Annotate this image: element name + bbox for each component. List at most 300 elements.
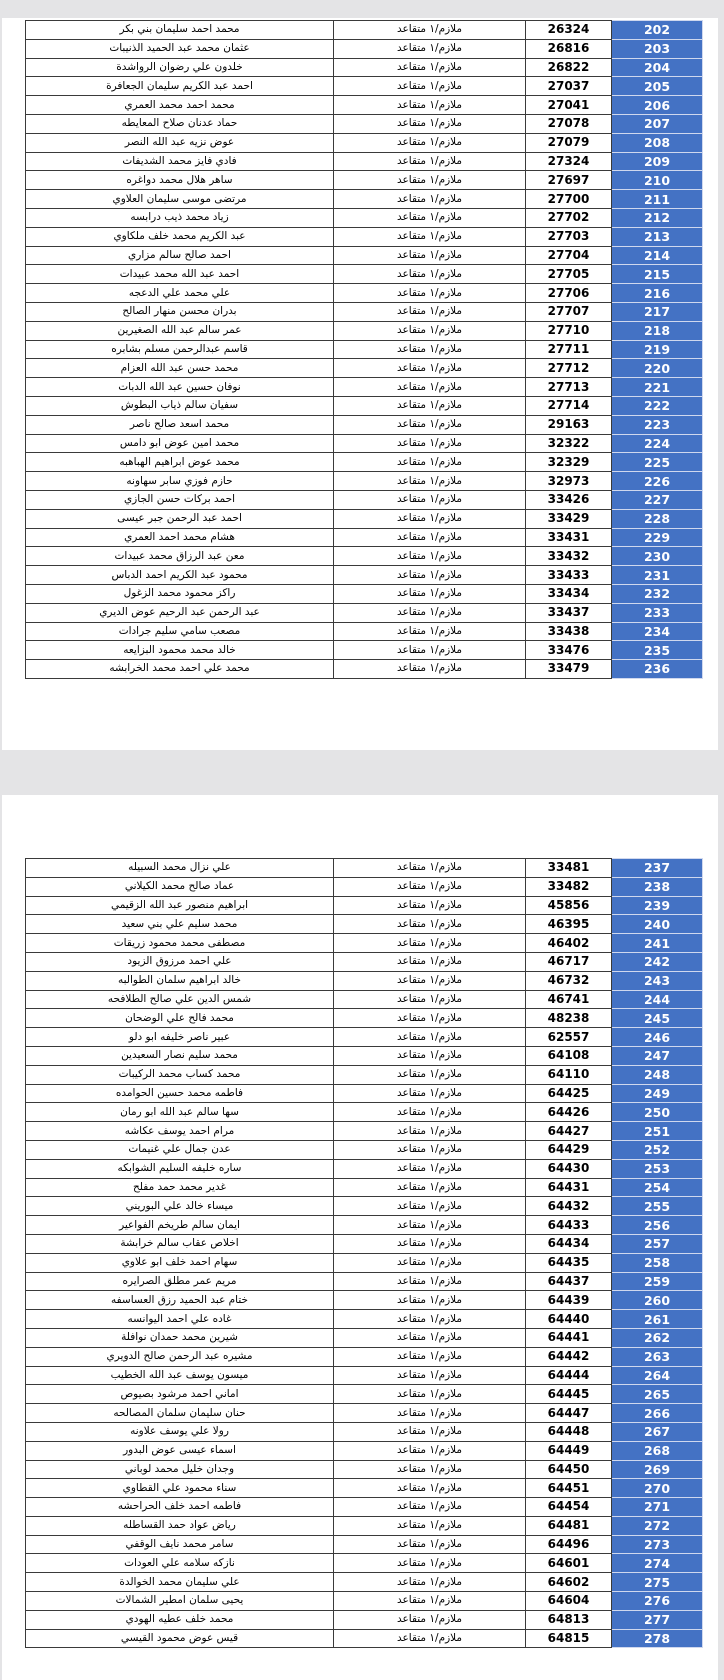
service-number-cell: 64445 — [526, 1385, 612, 1404]
rank-cell: ملازم/١ متقاعد — [334, 1216, 526, 1235]
service-number-cell: 64481 — [526, 1516, 612, 1535]
table-row — [26, 434, 703, 453]
service-number-cell: 64437 — [526, 1272, 612, 1291]
table-row — [26, 1159, 703, 1178]
table-row — [26, 566, 703, 585]
name-cell: مريم عمر مطلق الصرايره — [26, 1272, 334, 1291]
name-cell: احمد عبد الكريم سليمان الجعافرة — [26, 77, 334, 96]
service-number-cell: 46732 — [526, 971, 612, 990]
sequence-number-cell: 278 — [612, 1629, 703, 1648]
sequence-number-cell: 261 — [612, 1310, 703, 1329]
service-number-cell: 27079 — [526, 133, 612, 152]
table-row — [26, 1385, 703, 1404]
name-cell: عبير ناصر خليفه ابو دلو — [26, 1028, 334, 1047]
service-number-cell: 64602 — [526, 1573, 612, 1592]
service-number-cell: 33479 — [526, 660, 612, 679]
sequence-number-cell: 247 — [612, 1046, 703, 1065]
rank-cell: ملازم/١ متقاعد — [334, 566, 526, 585]
rank-cell: ملازم/١ متقاعد — [334, 1460, 526, 1479]
sequence-number-cell: 255 — [612, 1197, 703, 1216]
rank-cell: ملازم/١ متقاعد — [334, 1140, 526, 1159]
service-number-cell: 33429 — [526, 509, 612, 528]
sequence-number-cell: 215 — [612, 265, 703, 284]
sequence-number-cell: 256 — [612, 1216, 703, 1235]
name-cell: سفيان سالم ذياب البطوش — [26, 396, 334, 415]
sequence-number-cell: 207 — [612, 114, 703, 133]
service-number-cell: 64440 — [526, 1310, 612, 1329]
service-number-cell: 64447 — [526, 1404, 612, 1423]
table-row — [26, 641, 703, 660]
rank-cell: ملازم/١ متقاعد — [334, 227, 526, 246]
service-number-cell: 64604 — [526, 1592, 612, 1611]
sequence-number-cell: 252 — [612, 1140, 703, 1159]
service-number-cell: 48238 — [526, 1009, 612, 1028]
rank-cell: ملازم/١ متقاعد — [334, 190, 526, 209]
sequence-number-cell: 265 — [612, 1385, 703, 1404]
sequence-number-cell: 243 — [612, 971, 703, 990]
service-number-cell: 46402 — [526, 934, 612, 953]
name-cell: خالد ابراهيم سلمان الطوالبه — [26, 971, 334, 990]
table-row — [26, 490, 703, 509]
name-cell: عبد الكريم محمد خلف ملكاوي — [26, 227, 334, 246]
rank-cell: ملازم/١ متقاعد — [334, 133, 526, 152]
rank-cell: ملازم/١ متقاعد — [334, 660, 526, 679]
service-number-cell: 27714 — [526, 396, 612, 415]
rank-cell: ملازم/١ متقاعد — [334, 96, 526, 115]
name-cell: راكز محمود محمد الزغول — [26, 584, 334, 603]
service-number-cell: 27697 — [526, 171, 612, 190]
table-row — [26, 1347, 703, 1366]
service-number-cell: 64434 — [526, 1234, 612, 1253]
sequence-number-cell: 235 — [612, 641, 703, 660]
table-body-1 — [26, 21, 703, 679]
name-cell: سها سالم عبد الله ابو رمان — [26, 1103, 334, 1122]
table-row — [26, 1366, 703, 1385]
table-row — [26, 1498, 703, 1517]
name-cell: مرام احمد يوسف عكاشه — [26, 1122, 334, 1141]
table-row — [26, 472, 703, 491]
table-row — [26, 877, 703, 896]
service-number-cell: 64441 — [526, 1328, 612, 1347]
service-number-cell: 33434 — [526, 584, 612, 603]
table-row — [26, 1404, 703, 1423]
sequence-number-cell: 202 — [612, 21, 703, 40]
service-number-cell: 33433 — [526, 566, 612, 585]
rank-cell: ملازم/١ متقاعد — [334, 1159, 526, 1178]
rank-cell: ملازم/١ متقاعد — [334, 877, 526, 896]
table-row — [26, 971, 703, 990]
retirees-table-2 — [25, 858, 700, 1648]
name-cell: ساهر هلال محمد دواغره — [26, 171, 334, 190]
sequence-number-cell: 208 — [612, 133, 703, 152]
sequence-number-cell: 224 — [612, 434, 703, 453]
name-cell: نازكه سلامه علي العودات — [26, 1554, 334, 1573]
sequence-number-cell: 206 — [612, 96, 703, 115]
table-row — [26, 1046, 703, 1065]
sequence-number-cell: 238 — [612, 877, 703, 896]
document-page-1 — [2, 18, 718, 750]
service-number-cell: 64454 — [526, 1498, 612, 1517]
service-number-cell: 64435 — [526, 1253, 612, 1272]
rank-cell: ملازم/١ متقاعد — [334, 1253, 526, 1272]
sequence-number-cell: 225 — [612, 453, 703, 472]
table-row — [26, 859, 703, 878]
name-cell: غاده علي احمد اليوانسه — [26, 1310, 334, 1329]
name-cell: مصعب سامي سليم جرادات — [26, 622, 334, 641]
sequence-number-cell: 258 — [612, 1253, 703, 1272]
table-row — [26, 227, 703, 246]
name-cell: رياض عواد حمد القساطله — [26, 1516, 334, 1535]
name-cell: خلدون علي رضوان الرواشدة — [26, 58, 334, 77]
rank-cell: ملازم/١ متقاعد — [334, 39, 526, 58]
sequence-number-cell: 259 — [612, 1272, 703, 1291]
table-row — [26, 1310, 703, 1329]
rank-cell: ملازم/١ متقاعد — [334, 1103, 526, 1122]
rank-cell: ملازم/١ متقاعد — [334, 547, 526, 566]
name-cell: ميسون يوسف عبد الله الخطيب — [26, 1366, 334, 1385]
table-row — [26, 1197, 703, 1216]
name-cell: قاسم عبدالرحمن مسلم بشابره — [26, 340, 334, 359]
rank-cell: ملازم/١ متقاعد — [334, 1422, 526, 1441]
rank-cell: ملازم/١ متقاعد — [334, 321, 526, 340]
sequence-number-cell: 248 — [612, 1065, 703, 1084]
sequence-number-cell: 237 — [612, 859, 703, 878]
table-row — [26, 1272, 703, 1291]
sequence-number-cell: 254 — [612, 1178, 703, 1197]
sequence-number-cell: 241 — [612, 934, 703, 953]
table-row — [26, 622, 703, 641]
name-cell: مصطفى محمد محمود زريقات — [26, 934, 334, 953]
sequence-number-cell: 253 — [612, 1159, 703, 1178]
service-number-cell: 26816 — [526, 39, 612, 58]
service-number-cell: 27703 — [526, 227, 612, 246]
sequence-number-cell: 210 — [612, 171, 703, 190]
table-row — [26, 952, 703, 971]
table-row — [26, 1422, 703, 1441]
sequence-number-cell: 227 — [612, 490, 703, 509]
name-cell: محمد احمد سليمان بني بكر — [26, 21, 334, 40]
name-cell: عثمان محمد عبد الحميد الذنيبات — [26, 39, 334, 58]
service-number-cell: 32973 — [526, 472, 612, 491]
service-number-cell: 64439 — [526, 1291, 612, 1310]
table-row — [26, 396, 703, 415]
sequence-number-cell: 268 — [612, 1441, 703, 1460]
sequence-number-cell: 271 — [612, 1498, 703, 1517]
sequence-number-cell: 276 — [612, 1592, 703, 1611]
table-row — [26, 208, 703, 227]
service-number-cell: 27702 — [526, 208, 612, 227]
rank-cell: ملازم/١ متقاعد — [334, 1385, 526, 1404]
table-row — [26, 246, 703, 265]
service-number-cell: 27713 — [526, 378, 612, 397]
rank-cell: ملازم/١ متقاعد — [334, 1554, 526, 1573]
rank-cell: ملازم/١ متقاعد — [334, 1535, 526, 1554]
service-number-cell: 64442 — [526, 1347, 612, 1366]
name-cell: سامر محمد نايف الوقفي — [26, 1535, 334, 1554]
table-row — [26, 1103, 703, 1122]
rank-cell: ملازم/١ متقاعد — [334, 584, 526, 603]
table-row — [26, 1610, 703, 1629]
sequence-number-cell: 214 — [612, 246, 703, 265]
service-number-cell: 46717 — [526, 952, 612, 971]
table-row — [26, 1516, 703, 1535]
rank-cell: ملازم/١ متقاعد — [334, 859, 526, 878]
sequence-number-cell: 264 — [612, 1366, 703, 1385]
sequence-number-cell: 269 — [612, 1460, 703, 1479]
service-number-cell: 64431 — [526, 1178, 612, 1197]
name-cell: محمود عبد الكريم احمد الدباس — [26, 566, 334, 585]
rank-cell: ملازم/١ متقاعد — [334, 208, 526, 227]
table-row — [26, 1122, 703, 1141]
service-number-cell: 26822 — [526, 58, 612, 77]
name-cell: يحيى سلمان امطير الشمالات — [26, 1592, 334, 1611]
rank-cell: ملازم/١ متقاعد — [334, 952, 526, 971]
rank-cell: ملازم/١ متقاعد — [334, 1065, 526, 1084]
table-row — [26, 1291, 703, 1310]
table-row — [26, 21, 703, 40]
service-number-cell: 33438 — [526, 622, 612, 641]
table-row — [26, 359, 703, 378]
sequence-number-cell: 204 — [612, 58, 703, 77]
rank-cell: ملازم/١ متقاعد — [334, 378, 526, 397]
table-row — [26, 340, 703, 359]
sequence-number-cell: 250 — [612, 1103, 703, 1122]
service-number-cell: 33482 — [526, 877, 612, 896]
service-number-cell: 64430 — [526, 1159, 612, 1178]
name-cell: احمد عبد الرحمن جبر عيسى — [26, 509, 334, 528]
name-cell: ابراهيم منصور عبد الله الزقيمي — [26, 896, 334, 915]
service-number-cell: 62557 — [526, 1028, 612, 1047]
table-row — [26, 1535, 703, 1554]
table-row — [26, 584, 703, 603]
service-number-cell: 27710 — [526, 321, 612, 340]
service-number-cell: 64425 — [526, 1084, 612, 1103]
sequence-number-cell: 246 — [612, 1028, 703, 1047]
name-cell: ايمان سالم طريخم الفواعير — [26, 1216, 334, 1235]
service-number-cell: 27041 — [526, 96, 612, 115]
table-row — [26, 1028, 703, 1047]
service-number-cell: 33481 — [526, 859, 612, 878]
rank-cell: ملازم/١ متقاعد — [334, 603, 526, 622]
rank-cell: ملازم/١ متقاعد — [334, 1291, 526, 1310]
name-cell: سناء محمود علي القطاوي — [26, 1479, 334, 1498]
name-cell: علي نزال محمد السبيله — [26, 859, 334, 878]
name-cell: حازم فوزي سابر سهاونه — [26, 472, 334, 491]
service-number-cell: 64496 — [526, 1535, 612, 1554]
table-row — [26, 660, 703, 679]
sequence-number-cell: 223 — [612, 415, 703, 434]
sequence-number-cell: 236 — [612, 660, 703, 679]
table-row — [26, 547, 703, 566]
rank-cell: ملازم/١ متقاعد — [334, 77, 526, 96]
table-row — [26, 1573, 703, 1592]
rank-cell: ملازم/١ متقاعد — [334, 1610, 526, 1629]
service-number-cell: 64444 — [526, 1366, 612, 1385]
sequence-number-cell: 239 — [612, 896, 703, 915]
table-row — [26, 58, 703, 77]
rank-cell: ملازم/١ متقاعد — [334, 1197, 526, 1216]
service-number-cell: 64110 — [526, 1065, 612, 1084]
rank-cell: ملازم/١ متقاعد — [334, 453, 526, 472]
sequence-number-cell: 226 — [612, 472, 703, 491]
service-number-cell: 33437 — [526, 603, 612, 622]
sequence-number-cell: 274 — [612, 1554, 703, 1573]
name-cell: فادي فايز محمد الشديفات — [26, 152, 334, 171]
sequence-number-cell: 213 — [612, 227, 703, 246]
name-cell: اخلاص عقاب سالم خرابشة — [26, 1234, 334, 1253]
rank-cell: ملازم/١ متقاعد — [334, 1028, 526, 1047]
sequence-number-cell: 249 — [612, 1084, 703, 1103]
name-cell: قيس عوض محمود القيسي — [26, 1629, 334, 1648]
name-cell: احمد عبد الله محمد عبيدات — [26, 265, 334, 284]
service-number-cell: 64429 — [526, 1140, 612, 1159]
rank-cell: ملازم/١ متقاعد — [334, 509, 526, 528]
table-body-2 — [26, 859, 703, 1648]
rank-cell: ملازم/١ متقاعد — [334, 21, 526, 40]
sequence-number-cell: 230 — [612, 547, 703, 566]
name-cell: محمد فالح علي الوضحان — [26, 1009, 334, 1028]
sequence-number-cell: 267 — [612, 1422, 703, 1441]
name-cell: عماد صالح محمد الكيلاني — [26, 877, 334, 896]
name-cell: علي سليمان محمد الخوالدة — [26, 1573, 334, 1592]
sequence-number-cell: 277 — [612, 1610, 703, 1629]
rank-cell: ملازم/١ متقاعد — [334, 896, 526, 915]
table-row — [26, 1009, 703, 1028]
table-row — [26, 302, 703, 321]
name-cell: غدير محمد حمد مفلح — [26, 1178, 334, 1197]
name-cell: عدن جمال علي غنيمات — [26, 1140, 334, 1159]
name-cell: محمد اسعد صالح ناصر — [26, 415, 334, 434]
service-number-cell: 64450 — [526, 1460, 612, 1479]
sequence-number-cell: 205 — [612, 77, 703, 96]
rank-cell: ملازم/١ متقاعد — [334, 284, 526, 303]
service-number-cell: 64432 — [526, 1197, 612, 1216]
table-row — [26, 39, 703, 58]
rank-cell: ملازم/١ متقاعد — [334, 246, 526, 265]
name-cell: علي احمد مرزوق الزيود — [26, 952, 334, 971]
service-number-cell: 27712 — [526, 359, 612, 378]
table-row — [26, 1592, 703, 1611]
sequence-number-cell: 218 — [612, 321, 703, 340]
table-row — [26, 190, 703, 209]
sequence-number-cell: 245 — [612, 1009, 703, 1028]
service-number-cell: 27704 — [526, 246, 612, 265]
name-cell: فاطمه احمد خلف الحراحشه — [26, 1498, 334, 1517]
service-number-cell: 29163 — [526, 415, 612, 434]
service-number-cell: 33432 — [526, 547, 612, 566]
service-number-cell: 64451 — [526, 1479, 612, 1498]
rank-cell: ملازم/١ متقاعد — [334, 1272, 526, 1291]
sequence-number-cell: 232 — [612, 584, 703, 603]
rank-cell: ملازم/١ متقاعد — [334, 265, 526, 284]
rank-cell: ملازم/١ متقاعد — [334, 359, 526, 378]
sequence-number-cell: 251 — [612, 1122, 703, 1141]
table-row — [26, 1140, 703, 1159]
rank-cell: ملازم/١ متقاعد — [334, 434, 526, 453]
rank-cell: ملازم/١ متقاعد — [334, 1441, 526, 1460]
service-number-cell: 33476 — [526, 641, 612, 660]
rank-cell: ملازم/١ متقاعد — [334, 1328, 526, 1347]
service-number-cell: 32322 — [526, 434, 612, 453]
table-row — [26, 915, 703, 934]
name-cell: علي محمد علي الدعجه — [26, 284, 334, 303]
rank-cell: ملازم/١ متقاعد — [334, 490, 526, 509]
rank-cell: ملازم/١ متقاعد — [334, 1178, 526, 1197]
name-cell: محمد سليم نصار السعيدين — [26, 1046, 334, 1065]
sequence-number-cell: 212 — [612, 208, 703, 227]
name-cell: رولا علي يوسف علاونه — [26, 1422, 334, 1441]
service-number-cell: 64813 — [526, 1610, 612, 1629]
table-row — [26, 96, 703, 115]
service-number-cell: 33431 — [526, 528, 612, 547]
rank-cell: ملازم/١ متقاعد — [334, 396, 526, 415]
table-row — [26, 77, 703, 96]
rank-cell: ملازم/١ متقاعد — [334, 152, 526, 171]
table-row — [26, 990, 703, 1009]
name-cell: عبد الرحمن عبد الرحيم عوض الديري — [26, 603, 334, 622]
rank-cell: ملازم/١ متقاعد — [334, 1084, 526, 1103]
service-number-cell: 64108 — [526, 1046, 612, 1065]
service-number-cell: 64815 — [526, 1629, 612, 1648]
rank-cell: ملازم/١ متقاعد — [334, 1234, 526, 1253]
service-number-cell: 27037 — [526, 77, 612, 96]
table-row — [26, 1178, 703, 1197]
table-row — [26, 321, 703, 340]
service-number-cell: 33426 — [526, 490, 612, 509]
table-row — [26, 1328, 703, 1347]
name-cell: محمد علي احمد محمد الخرابشه — [26, 660, 334, 679]
rank-cell: ملازم/١ متقاعد — [334, 1516, 526, 1535]
rank-cell: ملازم/١ متقاعد — [334, 1479, 526, 1498]
name-cell: محمد احمد محمد العمري — [26, 96, 334, 115]
service-number-cell: 27706 — [526, 284, 612, 303]
service-number-cell: 27324 — [526, 152, 612, 171]
name-cell: حماد عدنان صلاح المعايطه — [26, 114, 334, 133]
rank-cell: ملازم/١ متقاعد — [334, 1310, 526, 1329]
sequence-number-cell: 219 — [612, 340, 703, 359]
name-cell: ميساء خالد علي البوريني — [26, 1197, 334, 1216]
table-row — [26, 1629, 703, 1648]
service-number-cell: 64426 — [526, 1103, 612, 1122]
table-row — [26, 284, 703, 303]
service-number-cell: 64427 — [526, 1122, 612, 1141]
name-cell: محمد حسن عبد الله العزام — [26, 359, 334, 378]
name-cell: محمد كساب محمد الركيبات — [26, 1065, 334, 1084]
rank-cell: ملازم/١ متقاعد — [334, 1592, 526, 1611]
name-cell: شمس الدين علي صالح الطلافحه — [26, 990, 334, 1009]
table-row — [26, 152, 703, 171]
document-page-2 — [2, 795, 718, 1680]
table-row — [26, 171, 703, 190]
sequence-number-cell: 266 — [612, 1404, 703, 1423]
name-cell: نوفان حسين عبد الله الدبات — [26, 378, 334, 397]
name-cell: هشام محمد احمد العمري — [26, 528, 334, 547]
sequence-number-cell: 221 — [612, 378, 703, 397]
table-row — [26, 896, 703, 915]
rank-cell: ملازم/١ متقاعد — [334, 302, 526, 321]
table-row — [26, 1234, 703, 1253]
sequence-number-cell: 228 — [612, 509, 703, 528]
table-row — [26, 1065, 703, 1084]
rank-cell: ملازم/١ متقاعد — [334, 171, 526, 190]
name-cell: وجدان خليل محمد لوباني — [26, 1460, 334, 1479]
table-row — [26, 603, 703, 622]
table-row — [26, 453, 703, 472]
sequence-number-cell: 272 — [612, 1516, 703, 1535]
rank-cell: ملازم/١ متقاعد — [334, 1009, 526, 1028]
rank-cell: ملازم/١ متقاعد — [334, 990, 526, 1009]
sequence-number-cell: 231 — [612, 566, 703, 585]
